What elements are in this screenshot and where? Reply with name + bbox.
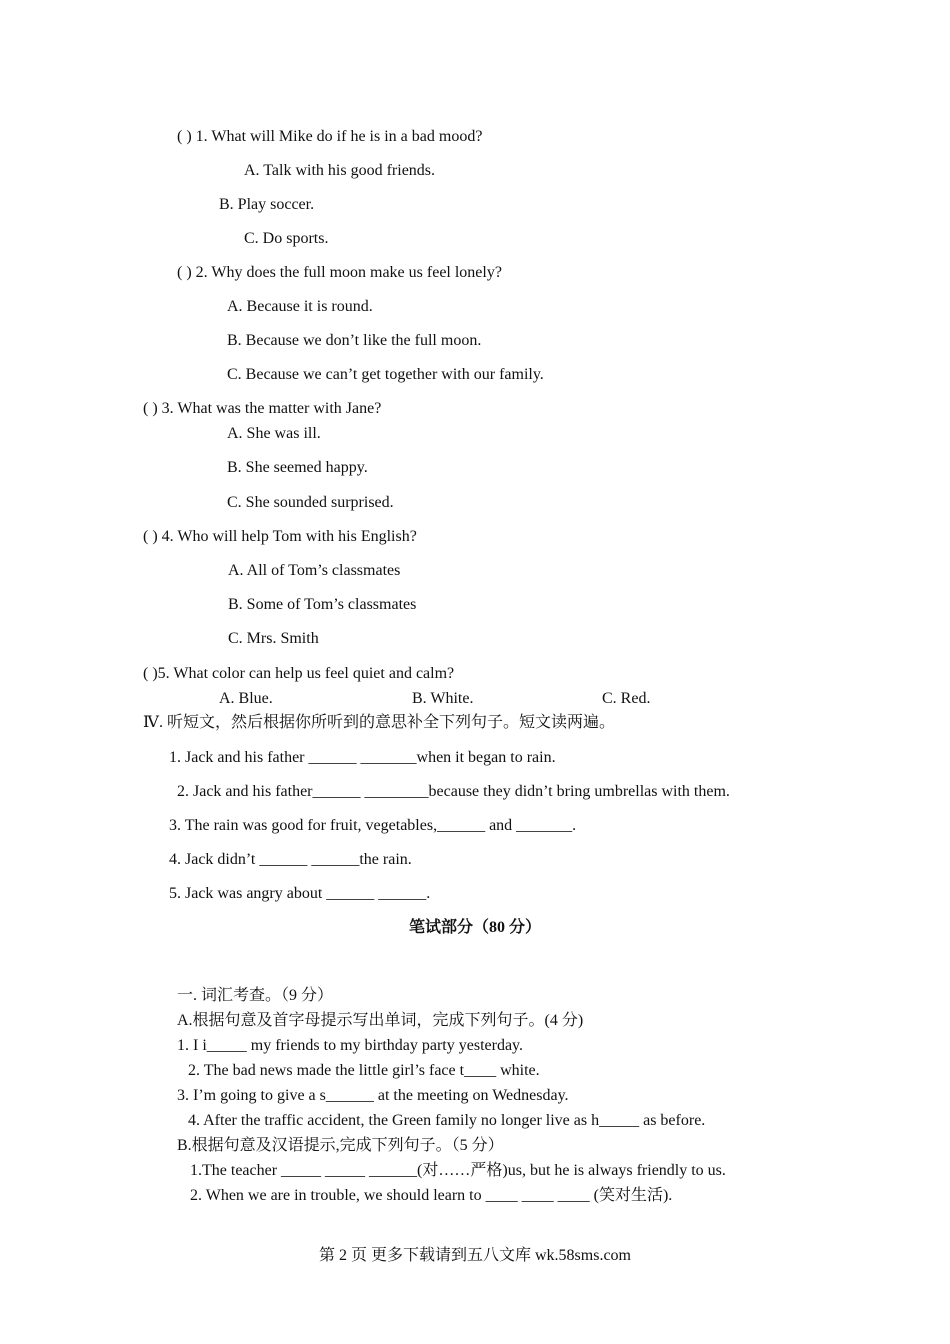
section-4-item-4: 4. Jack didn’t ______ ______the rain. [169,851,412,868]
question-3-option-b: B. She seemed happy. [227,459,368,476]
question-1-option-c: C. Do sports. [244,230,329,247]
written-section-title: 笔试部分（80 分） [408,919,541,936]
question-5-option-c: C. Red. [602,690,651,707]
question-3-stem: ( ) 3. What was the matter with Jane? [143,400,382,417]
question-3-option-c: C. She sounded surprised. [227,494,394,511]
question-5-stem: ( )5. What color can help us feel quiet and calm? [143,665,455,682]
question-1-option-b: B. Play soccer. [219,196,315,213]
vocab-heading: 一. 词汇考查。（9 分） [177,987,334,1004]
page-footer: 第 2 页 更多下载请到五八文库 wk.58sms.com [318,1247,631,1264]
vocab-part-a-heading: A.根据句意及首字母提示写出单词，完成下列句子。(4 分) [177,1012,584,1029]
question-5-option-a: A. Blue. [219,690,273,707]
question-2-stem: ( ) 2. Why does the full moon make us feel lonely? [177,264,502,281]
question-2-option-b: B. Because we don’t like the full moon. [227,332,482,349]
question-4-option-a: A. All of Tom’s classmates [228,562,401,579]
question-3-option-a: A. She was ill. [227,425,321,442]
question-1-option-a: A. Talk with his good friends. [244,162,436,179]
question-1-stem: ( ) 1. What will Mike do if he is in a bad mood? [177,128,483,145]
question-2-option-c: C. Because we can’t get together with our family. [227,366,544,383]
section-4-item-3: 3. The rain was good for fruit, vegetables,______ and _______. [169,817,577,834]
vocab-a-item-1: 1. I i_____ my friends to my birthday party yesterday. [177,1037,523,1054]
question-5-option-b: B. White. [412,690,474,707]
section-4-heading: Ⅳ. 听短文，然后根据你所听到的意思补全下列句子。短文读两遍。 [143,714,615,731]
question-2-option-a: A. Because it is round. [227,298,373,315]
question-4-option-c: C. Mrs. Smith [228,630,319,647]
vocab-part-b-heading: B.根据句意及汉语提示,完成下列句子。（5 分） [177,1137,504,1154]
section-4-item-5: 5. Jack was angry about ______ ______. [169,885,431,902]
vocab-a-item-3: 3. I’m going to give a s______ at the meeting on Wednesday. [177,1087,569,1104]
vocab-a-item-4: 4. After the traffic accident, the Green family no longer live as h_____ as before. [188,1112,706,1129]
question-4-stem: ( ) 4. Who will help Tom with his English? [143,528,417,545]
question-4-option-b: B. Some of Tom’s classmates [228,596,417,613]
vocab-a-item-2: 2. The bad news made the little girl’s face t____ white. [188,1062,540,1079]
vocab-b-item-2: 2. When we are in trouble, we should learn to ____ ____ ____ (笑对生活). [190,1187,673,1204]
section-4-item-2: 2. Jack and his father______ ________because they didn’t bring umbrellas with them. [177,783,730,800]
section-4-item-1: 1. Jack and his father ______ _______when it began to rain. [169,749,556,766]
vocab-b-item-1: 1.The teacher _____ _____ ______(对……严格)us, but he is always friendly to us. [190,1162,726,1179]
